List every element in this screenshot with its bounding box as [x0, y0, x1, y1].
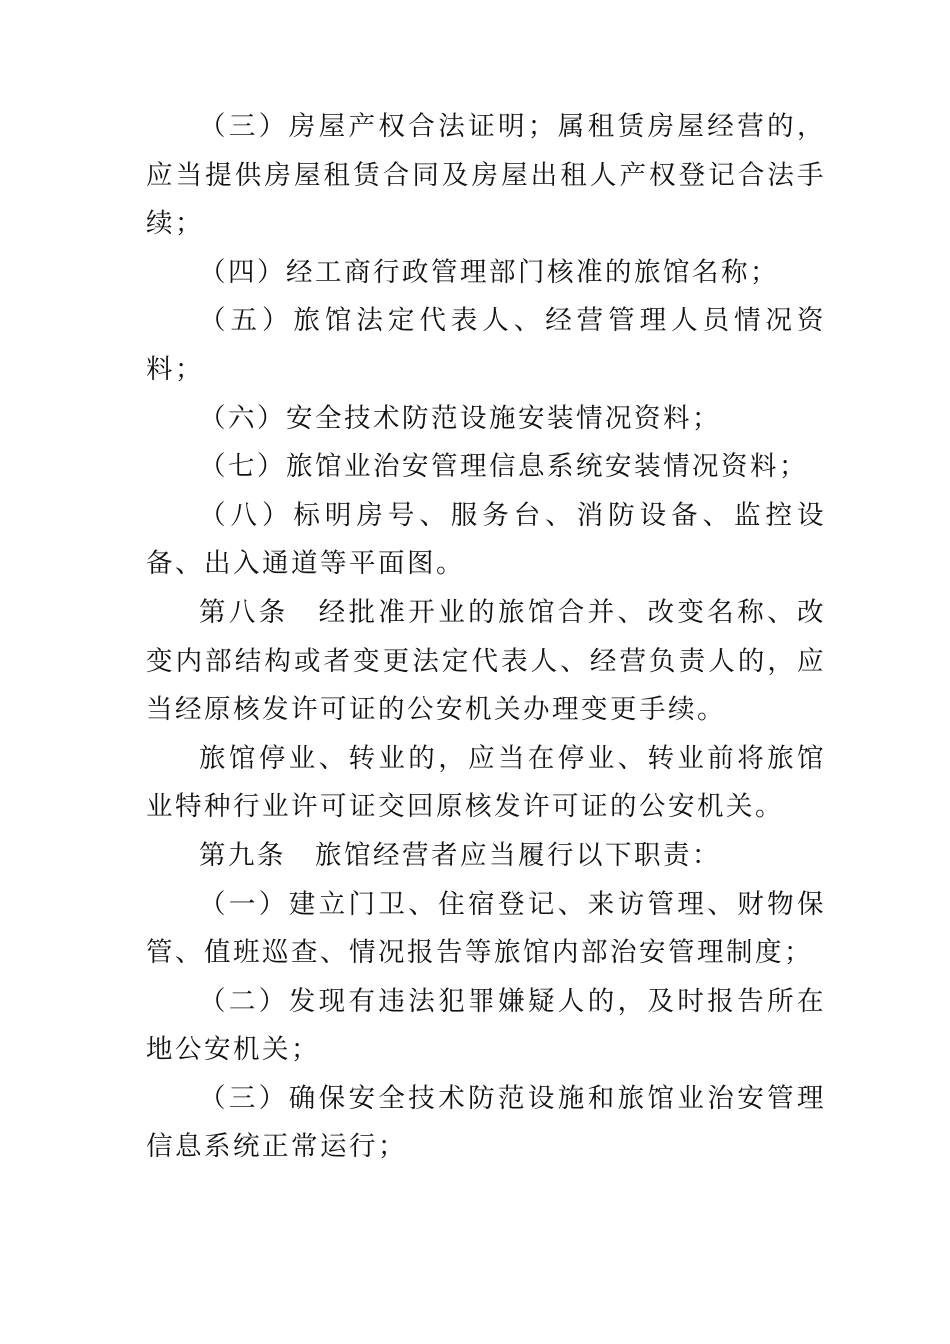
- paragraph: （四）经工商行政管理部门核准的旅馆名称；: [199, 256, 779, 288]
- paragraph: （六）安全技术防范设施安装情况资料；: [199, 402, 721, 434]
- paragraph: （七）旅馆业治安管理信息系统安装情况资料；: [199, 451, 808, 483]
- paragraph: 旅馆停业、转业的，应当在停业、转业前将旅馆业特种行业许可证交回原核发许可证的公安机关。: [146, 742, 826, 823]
- paragraph: （三）确保安全技术防范设施和旅馆业治安管理信息系统正常运行；: [146, 1082, 826, 1163]
- article-paragraph: 第八条 经批准开业的旅馆合并、改变名称、改变内部结构或者变更法定代表人、经营负责人的，应当经原核发许可证的公安机关办理变更手续。: [146, 596, 826, 726]
- paragraph: （五）旅馆法定代表人、经营管理人员情况资料；: [146, 305, 826, 385]
- paragraph: （三）房屋产权合法证明；属租赁房屋经营的，应当提供房屋租赁合同及房屋出租人产权登记合法手续；: [146, 111, 826, 240]
- document-body: [146, 103, 826, 1172]
- paragraph: （二）发现有违法犯罪嫌疑人的，及时报告所在地公安机关；: [146, 985, 826, 1066]
- paragraph: （八）标明房号、服务台、消防设备、监控设备、出入通道等平面图。: [146, 499, 826, 580]
- article-paragraph: 第九条 旅馆经营者应当履行以下职责：: [199, 839, 721, 871]
- paragraph: （一）建立门卫、住宿登记、来访管理、财物保管、值班巡查、情况报告等旅馆内部治安管理制度；: [146, 888, 826, 969]
